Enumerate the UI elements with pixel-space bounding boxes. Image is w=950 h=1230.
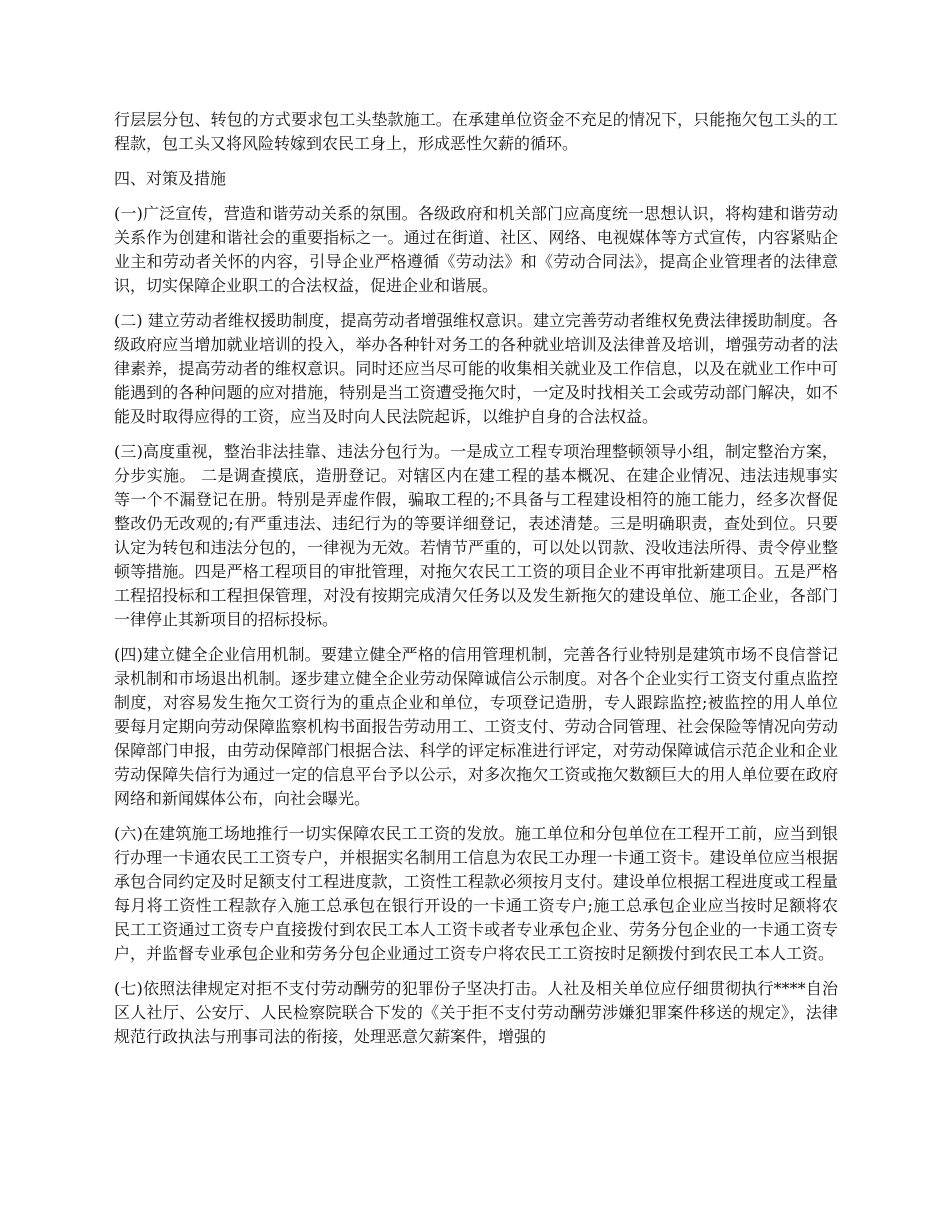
document-page	[114, 108, 838, 1060]
paragraph-measure-7: (七)依照法律规定对拒不支付劳动酬劳的犯罪份子坚决打击。人社及相关单位应仔细贯彻执行****自治区人社厅、公安厅、人民检察院联合下发的《关于拒不支付劳动酬劳涉嫌犯罪案件移送的规定》，法律规范行政执法与刑事司法的衔接，处理恶意欠薪案件，增强的	[114, 979, 838, 1046]
paragraph-intro: 行层层分包、转包的方式要求包工头垫款施工。在承建单位资金不充足的情况下，只能拖欠包工头的工程款，包工头又将风险转嫁到农民工身上，形成恶性欠薪的循环。	[114, 110, 838, 153]
paragraph-measure-2: (二) 建立劳动者维权援助制度，提高劳动者增强维权意识。建立完善劳动者维权免费法律援助制度。各级政府应当增加就业培训的投入，举办各种针对务工的各种就业培训及法律普及培训，增强劳动者的法律素养，提高劳动者的维权意识。同时还应当尽可能的收集相关就业及工作信息，以及在就业工作中可能遇到的各种问题的应对措施，特别是当工资遭受拖欠时，一定及时找相关工会或劳动部门解决，如不能及时取得应得的工资，应当及时向人民法院起诉，以维护自身的合法权益。	[114, 311, 838, 426]
section-heading: 四、对策及措施	[114, 169, 227, 188]
paragraph-measure-6: (六)在建筑施工场地推行一切实保障农民工工资的发放。施工单位和分包单位在工程开工前，应当到银行办理一卡通农民工工资专户，并根据实名制用工信息为农民工办理一卡通工资卡。建设单位应当根据承包合同约定及时足额支付工程进度款，工资性工程款必须按月支付。建设单位根据工程进度或工程量每月将工资性工程款存入施工总承包在银行开设的一卡通工资专户;施工总承包企业应当按时足额将农民工工资通过工资专户直接拨付到农民工本人工资卡或者专业承包企业、劳务分包企业的一卡通工资专户，并监督专业承包企业和劳务分包企业通过工资专户将农民工工资按时足额拨付到农民工本人工资。	[114, 824, 838, 963]
paragraph-measure-1: (一)广泛宣传，营造和谐劳动关系的氛围。各级政府和机关部门应高度统一思想认识，将构建和谐劳动关系作为创建和谐社会的重要指标之一。通过在街道、社区、网络、电视媒体等方式宣传，内容紧贴企业主和劳动者关怀的内容，引导企业严格遵循《劳动法》和《劳动合同法》，提高企业管理者的法律意识，切实保障企业职工的合法权益，促进企业和谐展。	[114, 204, 838, 295]
paragraph-measure-4: (四)建立健全企业信用机制。要建立健全严格的信用管理机制，完善各行业特别是建筑市场不良信誉记录机制和市场退出机制。逐步建立健全企业劳动保障诚信公示制度。对各个企业实行工资支付重点监控制度，对容易发生拖欠工资行为的重点企业和单位，专项登记造册，专人跟踪监控;被监控的用人单位要每月定期向劳动保障监察机构书面报告劳动用工、工资支付、劳动合同管理、社会保险等情况向劳动保障部门申报，由劳动保障部门根据合法、科学的评定标准进行评定，对劳动保障诚信示范企业和企业劳动保障失信行为通过一定的信息平台予以公示，对多次拖欠工资或拖欠数额巨大的用人单位要在政府网络和新闻媒体公布，向社会曝光。	[114, 645, 838, 808]
paragraph-measure-3: (三)高度重视，整治非法挂靠、违法分包行为。一是成立工程专项治理整顿领导小组，制定整治方案，分步实施。 二是调查摸底，造册登记。对辖区内在建工程的基本概况、在建企业情况、违法违规事实等一个不漏登记在册。特别是弄虚作假，骗取工程的;不具备与工程建设相符的施工能力，经多次督促整改仍无改观的;有严重违法、违纪行为的等要详细登记，表述清楚。三是明确职责，查处到位。只要认定为转包和违法分包的，一律视为无效。若情节严重的，可以处以罚款、没收违法所得、责令停业整顿等措施。四是严格工程项目的审批管理，对拖欠农民工工资的项目企业不再审批新建项目。五是严格工程招投标和工程担保管理，对没有按期完成清欠任务以及发生新拖欠的建设单位、施工企业，各部门一律停止其新项目的招标投标。	[114, 442, 838, 629]
